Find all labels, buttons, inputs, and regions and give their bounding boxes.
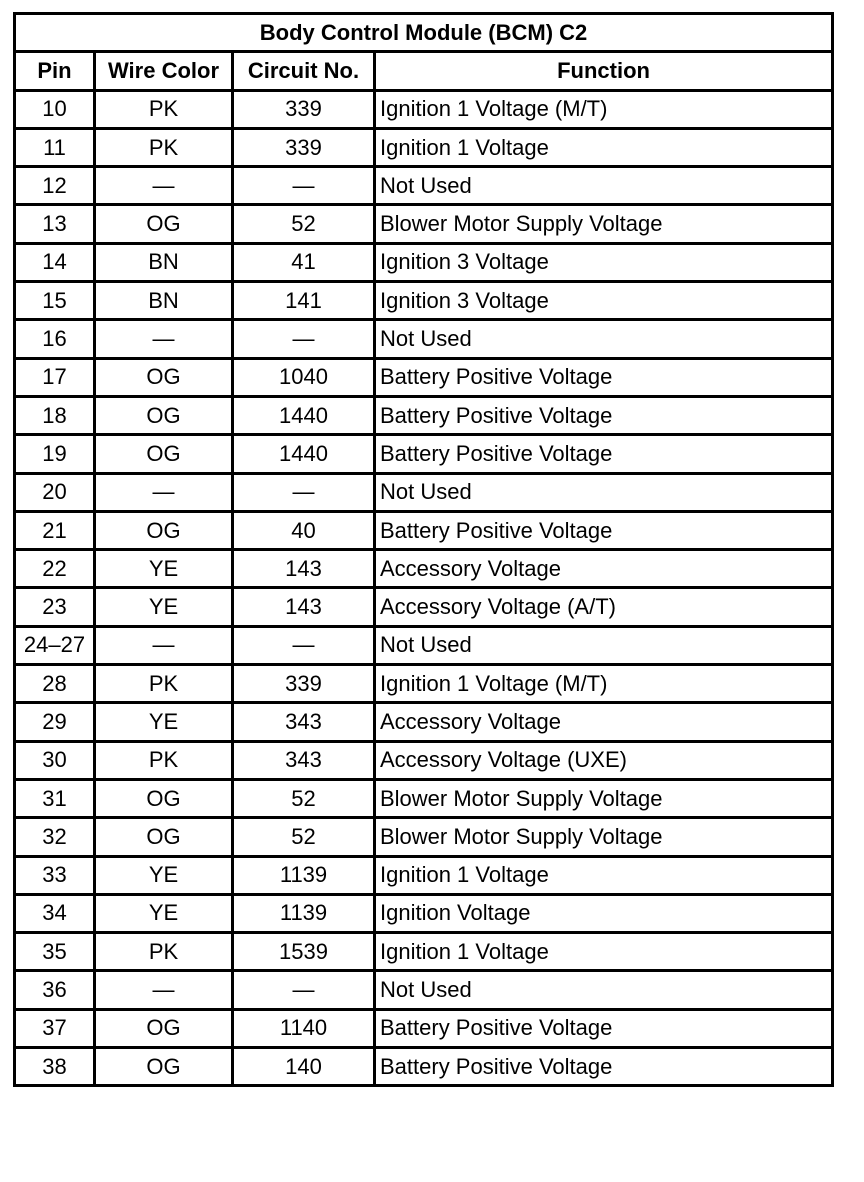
function-cell: Blower Motor Supply Voltage	[375, 818, 833, 856]
circuit-no-cell: 52	[233, 779, 375, 817]
function-cell: Battery Positive Voltage	[375, 396, 833, 434]
function-cell: Battery Positive Voltage	[375, 1009, 833, 1047]
function-cell: Battery Positive Voltage	[375, 358, 833, 396]
pin-cell: 37	[15, 1009, 95, 1047]
wire-color-cell: OG	[95, 779, 233, 817]
circuit-no-cell: —	[233, 626, 375, 664]
wire-color-cell: OG	[95, 511, 233, 549]
table-row	[15, 665, 833, 703]
table-row	[15, 167, 833, 205]
table-row	[15, 320, 833, 358]
function-cell: Not Used	[375, 626, 833, 664]
table-row	[15, 741, 833, 779]
function-cell: Battery Positive Voltage	[375, 511, 833, 549]
pin-cell: 21	[15, 511, 95, 549]
function-cell: Accessory Voltage	[375, 550, 833, 588]
circuit-no-cell: 143	[233, 550, 375, 588]
table-row	[15, 550, 833, 588]
table-row	[15, 779, 833, 817]
table-row	[15, 933, 833, 971]
pin-cell: 11	[15, 128, 95, 166]
header-pin: Pin	[15, 52, 95, 90]
wire-color-cell: —	[95, 971, 233, 1009]
pin-cell: 20	[15, 473, 95, 511]
pin-cell: 29	[15, 703, 95, 741]
function-cell: Not Used	[375, 320, 833, 358]
connector-pinout-table	[13, 12, 834, 1087]
pin-cell: 35	[15, 933, 95, 971]
wire-color-cell: OG	[95, 818, 233, 856]
table-row	[15, 511, 833, 549]
circuit-no-cell: —	[233, 473, 375, 511]
table-title: Body Control Module (BCM) C2	[15, 14, 833, 52]
function-cell: Ignition Voltage	[375, 894, 833, 932]
pin-cell: 18	[15, 396, 95, 434]
circuit-no-cell: 52	[233, 818, 375, 856]
circuit-no-cell: 41	[233, 243, 375, 281]
function-cell: Ignition 1 Voltage (M/T)	[375, 665, 833, 703]
table-row	[15, 894, 833, 932]
wire-color-cell: PK	[95, 90, 233, 128]
table-row	[15, 396, 833, 434]
pin-cell: 10	[15, 90, 95, 128]
pin-cell: 19	[15, 435, 95, 473]
wire-color-cell: YE	[95, 856, 233, 894]
table-row	[15, 703, 833, 741]
circuit-no-cell: 339	[233, 665, 375, 703]
circuit-no-cell: 52	[233, 205, 375, 243]
wire-color-cell: PK	[95, 128, 233, 166]
pin-cell: 24–27	[15, 626, 95, 664]
function-cell: Battery Positive Voltage	[375, 1048, 833, 1086]
title-row	[15, 14, 833, 52]
circuit-no-cell: 343	[233, 703, 375, 741]
circuit-no-cell: 339	[233, 90, 375, 128]
table-row	[15, 205, 833, 243]
wire-color-cell: BN	[95, 282, 233, 320]
function-cell: Ignition 3 Voltage	[375, 243, 833, 281]
circuit-no-cell: 1539	[233, 933, 375, 971]
function-cell: Ignition 1 Voltage (M/T)	[375, 90, 833, 128]
wire-color-cell: —	[95, 473, 233, 511]
table-row	[15, 1009, 833, 1047]
circuit-no-cell: —	[233, 167, 375, 205]
table-row	[15, 358, 833, 396]
wire-color-cell: BN	[95, 243, 233, 281]
wire-color-cell: —	[95, 626, 233, 664]
wire-color-cell: PK	[95, 933, 233, 971]
pin-cell: 22	[15, 550, 95, 588]
wire-color-cell: OG	[95, 358, 233, 396]
circuit-no-cell: 1140	[233, 1009, 375, 1047]
circuit-no-cell: 140	[233, 1048, 375, 1086]
function-cell: Ignition 1 Voltage	[375, 128, 833, 166]
table-row	[15, 90, 833, 128]
function-cell: Ignition 1 Voltage	[375, 933, 833, 971]
table-row	[15, 473, 833, 511]
circuit-no-cell: 1139	[233, 894, 375, 932]
wire-color-cell: OG	[95, 396, 233, 434]
circuit-no-cell: 40	[233, 511, 375, 549]
table-row	[15, 1048, 833, 1086]
wire-color-cell: PK	[95, 741, 233, 779]
pin-cell: 31	[15, 779, 95, 817]
function-cell: Accessory Voltage	[375, 703, 833, 741]
table-row	[15, 971, 833, 1009]
wire-color-cell: PK	[95, 665, 233, 703]
circuit-no-cell: 1440	[233, 435, 375, 473]
function-cell: Blower Motor Supply Voltage	[375, 205, 833, 243]
circuit-no-cell: 143	[233, 588, 375, 626]
wire-color-cell: YE	[95, 894, 233, 932]
table-row	[15, 626, 833, 664]
function-cell: Not Used	[375, 167, 833, 205]
wire-color-cell: —	[95, 167, 233, 205]
function-cell: Not Used	[375, 971, 833, 1009]
pin-cell: 32	[15, 818, 95, 856]
pin-cell: 17	[15, 358, 95, 396]
table-row	[15, 588, 833, 626]
circuit-no-cell: —	[233, 320, 375, 358]
function-cell: Blower Motor Supply Voltage	[375, 779, 833, 817]
function-cell: Accessory Voltage (UXE)	[375, 741, 833, 779]
circuit-no-cell: 343	[233, 741, 375, 779]
wire-color-cell: OG	[95, 1009, 233, 1047]
header-circuit-no: Circuit No.	[233, 52, 375, 90]
pin-cell: 33	[15, 856, 95, 894]
circuit-no-cell: 339	[233, 128, 375, 166]
pin-cell: 38	[15, 1048, 95, 1086]
header-row	[15, 52, 833, 90]
wire-color-cell: OG	[95, 435, 233, 473]
pin-cell: 23	[15, 588, 95, 626]
function-cell: Ignition 1 Voltage	[375, 856, 833, 894]
wire-color-cell: OG	[95, 1048, 233, 1086]
table-body	[15, 90, 833, 1086]
function-cell: Battery Positive Voltage	[375, 435, 833, 473]
pin-cell: 15	[15, 282, 95, 320]
wire-color-cell: OG	[95, 205, 233, 243]
pin-cell: 13	[15, 205, 95, 243]
pin-cell: 30	[15, 741, 95, 779]
table-row	[15, 243, 833, 281]
circuit-no-cell: 1139	[233, 856, 375, 894]
table-row	[15, 818, 833, 856]
circuit-no-cell: 1440	[233, 396, 375, 434]
table-row	[15, 128, 833, 166]
pin-cell: 36	[15, 971, 95, 1009]
pin-cell: 12	[15, 167, 95, 205]
pin-cell: 16	[15, 320, 95, 358]
circuit-no-cell: —	[233, 971, 375, 1009]
wire-color-cell: YE	[95, 550, 233, 588]
wire-color-cell: YE	[95, 588, 233, 626]
function-cell: Ignition 3 Voltage	[375, 282, 833, 320]
circuit-no-cell: 141	[233, 282, 375, 320]
table-row	[15, 435, 833, 473]
circuit-no-cell: 1040	[233, 358, 375, 396]
pin-cell: 14	[15, 243, 95, 281]
wire-color-cell: —	[95, 320, 233, 358]
pin-cell: 34	[15, 894, 95, 932]
wire-color-cell: YE	[95, 703, 233, 741]
function-cell: Not Used	[375, 473, 833, 511]
table-row	[15, 856, 833, 894]
header-function: Function	[375, 52, 833, 90]
function-cell: Accessory Voltage (A/T)	[375, 588, 833, 626]
header-wire-color: Wire Color	[95, 52, 233, 90]
pin-cell: 28	[15, 665, 95, 703]
table-row	[15, 282, 833, 320]
